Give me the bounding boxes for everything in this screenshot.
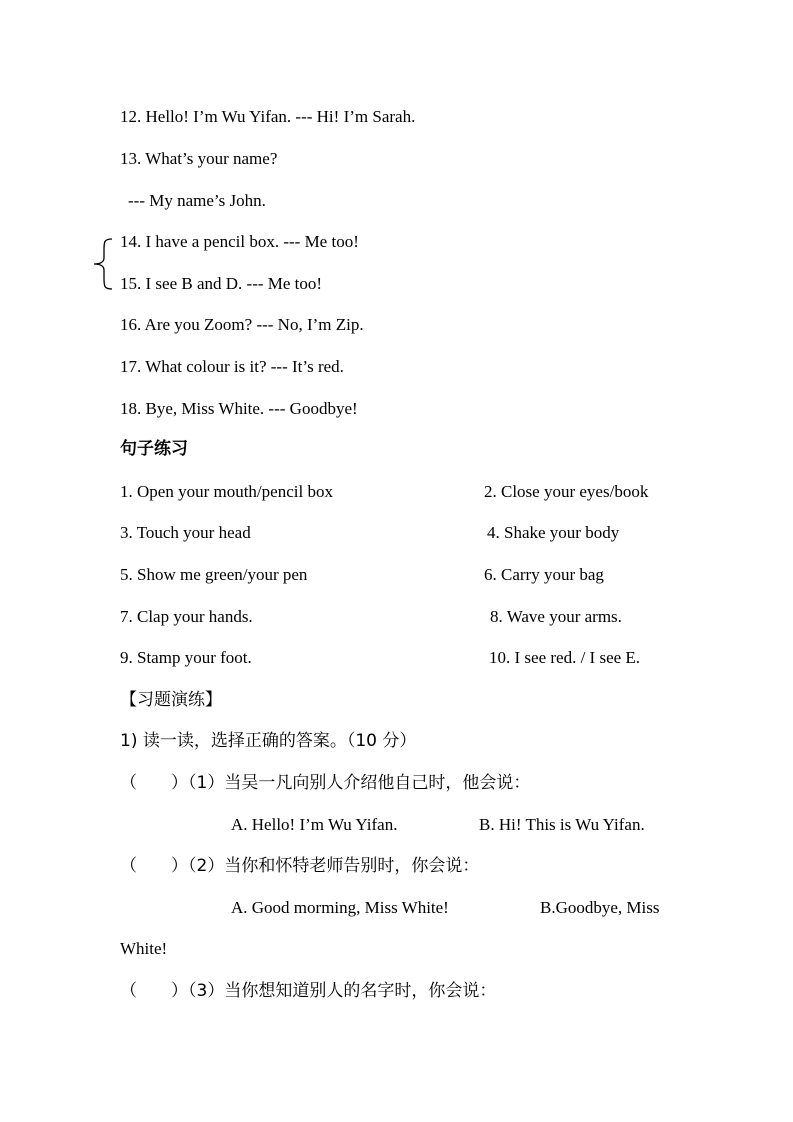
question-2-option-b: B.Goodbye, Miss	[540, 898, 660, 917]
dialogue-12: 12. Hello! I’m Wu Yifan. --- Hi! I’m Sarah.	[120, 107, 416, 126]
practice-item: 7. Clap your hands.	[120, 607, 253, 626]
section-heading-sentence-practice: 句子练习	[120, 439, 188, 459]
dialogue-13: 13. What’s your name?	[120, 149, 278, 168]
question-1-option-a: A. Hello! I’m Wu Yifan.	[231, 815, 398, 834]
brace-icon	[88, 236, 118, 292]
practice-item: 4. Shake your body	[487, 523, 620, 542]
practice-item: 9. Stamp your foot.	[120, 648, 252, 667]
practice-item: 8. Wave your arms.	[490, 607, 622, 626]
practice-item: 3. Touch your head	[120, 523, 251, 542]
dialogue-14: 14. I have a pencil box. --- Me too!	[120, 232, 359, 251]
practice-item: 1. Open your mouth/pencil box	[120, 482, 333, 501]
question-1-stem: （ ）（1）当吴一凡向别人介绍他自己时，他会说：	[120, 773, 531, 793]
question-2-option-a: A. Good morming, Miss White!	[231, 898, 449, 917]
question-1-option-b: B. Hi! This is Wu Yifan.	[479, 815, 645, 834]
question-2-option-b-continued: White!	[120, 939, 168, 958]
question-2-stem: （ ）（2）当你和怀特老师告别时，你会说：	[120, 856, 480, 876]
practice-item: 5. Show me green/your pen	[120, 565, 308, 584]
exercise-instruction: 1) 读一读，选择正确的答案。（10 分）	[120, 731, 417, 751]
practice-item: 6. Carry your bag	[484, 565, 604, 584]
dialogue-18: 18. Bye, Miss White. --- Goodbye!	[120, 399, 358, 418]
section-heading-exercises: 【习题演练】	[120, 690, 222, 710]
question-3-stem: （ ）（3）当你想知道别人的名字时，你会说：	[120, 981, 497, 1001]
practice-item: 10. I see red. / I see E.	[489, 648, 641, 667]
dialogue-13-answer: --- My name’s John.	[128, 191, 266, 210]
dialogue-16: 16. Are you Zoom? --- No, I’m Zip.	[120, 315, 364, 334]
practice-item: 2. Close your eyes/book	[484, 482, 649, 501]
dialogue-17: 17. What colour is it? --- It’s red.	[120, 357, 344, 376]
dialogue-15: 15. I see B and D. --- Me too!	[120, 274, 323, 293]
